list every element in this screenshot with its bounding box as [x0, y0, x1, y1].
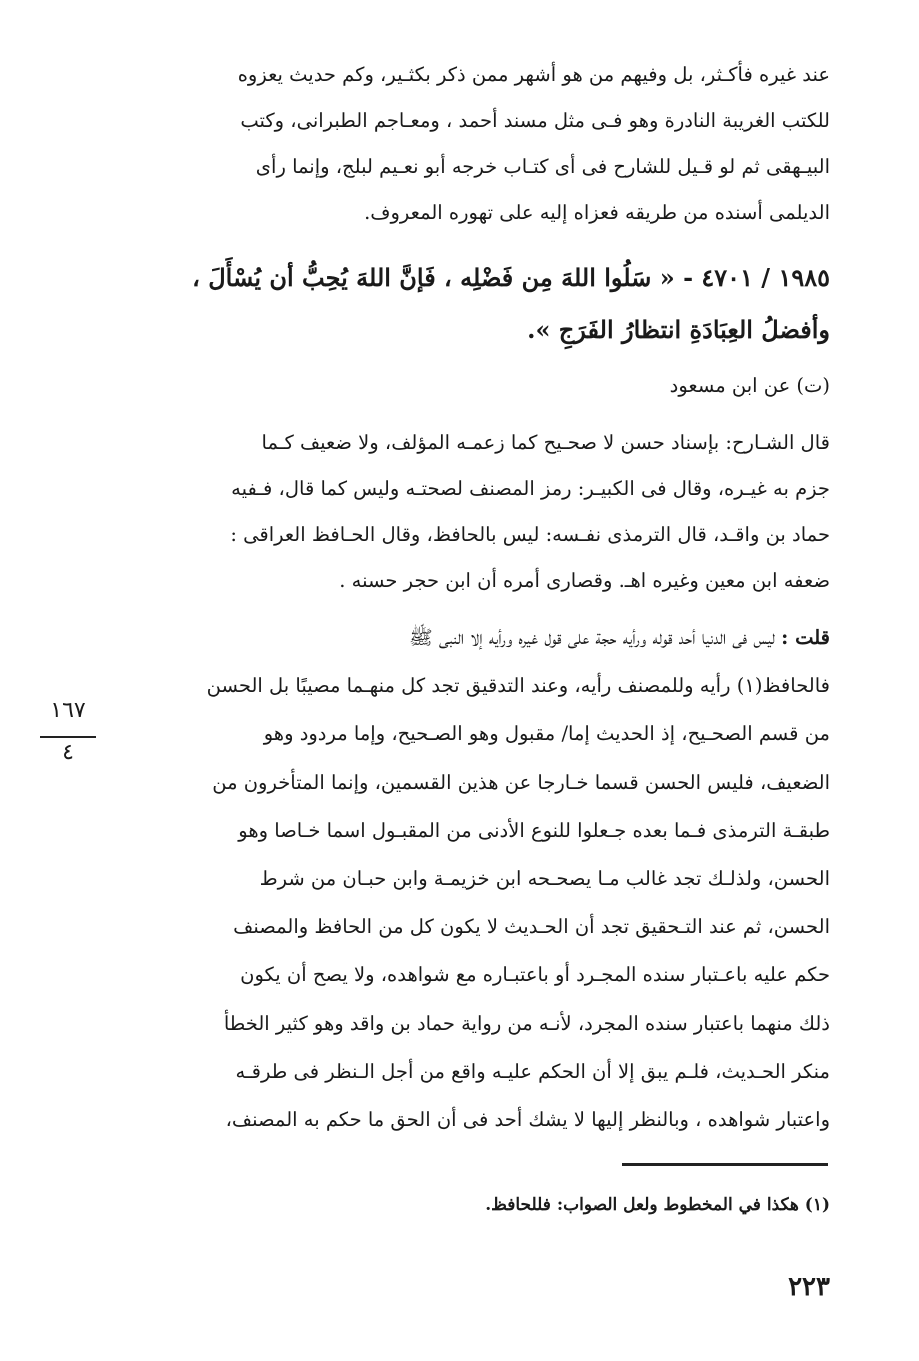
footnote-divider	[622, 1163, 828, 1166]
paragraph-continuation	[118, 52, 830, 236]
text-line: عند غيره فأكـثر، بل وفيهم من هو أشهر ممن ذكر بكثـير، وكم حديث يعزوه	[237, 63, 830, 86]
footnote: (١) هكذا في المخطوط ولعل الصواب: فللحافظ.	[485, 1195, 830, 1215]
text-line: الضعيف، فليس الحسن قسما خـارجا عن هذين القسمين، وإنما المتأخرون من	[212, 770, 830, 794]
text-line: جزم به غيـره، وقال فى الكبيـر: رمز المصنف لصحتـه وليس كما قال، فـفيه	[231, 477, 830, 500]
manuscript-folio-marker	[38, 698, 98, 766]
text-line: للكتب الغريبة النادرة وهو فـى مثل مسند أحمد ، ومعـاجم الطبرانى، وكتب	[240, 109, 830, 132]
text-line: واعتبار شواهده ، وبالنظر إليها لا يشك أحد فى أن الحق ما حكم به المصنف،	[225, 1107, 830, 1131]
remark-first-line: ليس فى الدنيا أحد قوله ورأيه حجة على قول غيره ورأيه إلا النبى ﷺ	[409, 626, 782, 649]
text-line: البيـهقى ثم لو قـيل للشارح فى أى كتـاب خرجه أبو نعـيم لبلج، وإنما رأى	[255, 155, 830, 178]
text-line: ذلك منهما باعتبار سنده المجرد، لأنـه من رواية حماد بن واقد وهو كثير الخطأ	[223, 1011, 830, 1035]
source-line: (ت) عن ابن مسعود	[669, 374, 830, 397]
text-line: طبقـة الترمذى فـما بعده جـعلوا للنوع الأدنى من المقبـول اسما خـاصا وهو	[238, 818, 830, 842]
folio-number: ١٦٧	[50, 698, 86, 723]
folio-side: ٤	[62, 740, 74, 765]
hadith-line: ١٩٨٥ / ٤٧٠١ - « سَلُوا اللهَ مِن فَضْلِه ، فَإنَّ اللهَ يُحِبُّ أن يُسْأَلَ ،	[192, 263, 830, 292]
hadith-line: وأفضلُ العِبَادَةِ انتظارُ الفَرَجِ ».	[527, 315, 830, 344]
text-line: الحسن، ثم عند التـحقيق تجد أن الحـديث لا يكون كل من الحافظ والمصنف	[233, 915, 830, 939]
hadith-source	[118, 366, 830, 406]
text-line: منكر الحـديث، فلـم يبق إلا أن الحكم عليـه واقع من أجل الـنظر فى طرقـه	[235, 1059, 830, 1083]
text-line: حماد بن واقـد، قال الترمذى نفـسه: ليس بالحافظ، وقال الحـافظ العراقى :	[230, 523, 830, 546]
author-remark-paragraph	[118, 614, 830, 1144]
text-line: الحسن، ولذلـك تجد غالب مـا يصحـحه ابن خزيمـة وابن حبـان من شرط	[259, 866, 830, 890]
text-line	[118, 614, 830, 662]
commentary-paragraph	[118, 420, 830, 604]
text-line: الديلمى أسنده من طريقه فعزاه إليه على تهوره المعروف.	[364, 201, 830, 224]
remark-lead: قلت :	[781, 626, 830, 649]
text-line: فالحافظ(١) رأيه وللمصنف رأيه، وعند التدقيق تجد كل منهـما مصيبًا بل الحسن	[206, 674, 830, 698]
folio-divider	[40, 736, 96, 738]
text-line: ضعفه ابن معين وغيره اهـ. وقصارى أمره أن ابن حجر حسنه .	[339, 569, 830, 592]
page-number: ٢٢٣	[788, 1272, 830, 1302]
hadith-text	[118, 252, 830, 356]
text-line: من قسم الصحـيح، إذ الحديث إما/ مقبول وهو الصـحيح، وإما مردود وهو	[263, 722, 830, 746]
text-line: قال الشـارح: بإسناد حسن لا صحـيح كما زعمـه المؤلف، ولا ضعيف كـما	[261, 431, 830, 454]
text-line: حكم عليه باعـتبار سنده المجـرد أو باعتبـاره مع شواهده، ولا يصح أن يكون	[240, 963, 830, 987]
